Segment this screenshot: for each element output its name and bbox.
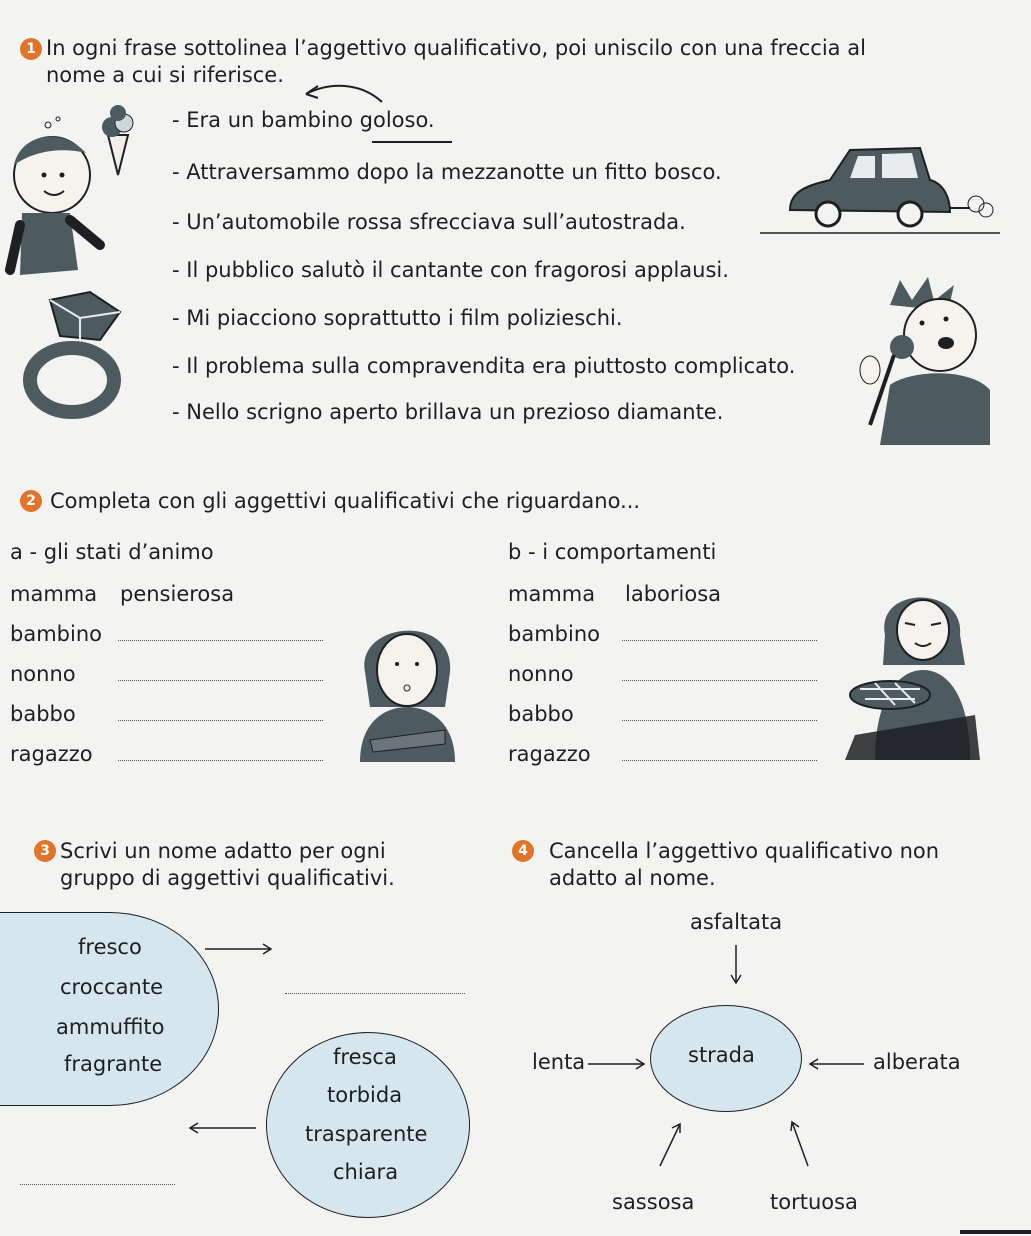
sentence-7: - Nello scrigno aperto brillava un prezioso diamante. (172, 400, 724, 424)
column-a-noun: bambino (10, 622, 102, 646)
column-b-example-adjective: laboriosa (625, 582, 722, 606)
arrow-left-icon (186, 1122, 258, 1134)
adjective: croccante (60, 975, 163, 999)
exercise-4-instruction: Cancella l’aggettivo qualificativo non adatto al nome. (549, 839, 940, 890)
underline-goloso (372, 141, 452, 143)
arrow-up-left-icon (786, 1118, 816, 1168)
column-b-noun: babbo (508, 702, 574, 726)
column-a-example-adjective: pensierosa (120, 582, 235, 606)
column-a-title: a - gli stati d’animo (10, 540, 214, 564)
sentence-2: - Attraversammo dopo la mezzanotte un fitto bosco. (172, 160, 722, 184)
adjective: fresca (333, 1045, 397, 1069)
column-a-answer-line[interactable] (118, 760, 323, 761)
adjective: trasparente (305, 1122, 428, 1146)
arrow-up-right-icon (656, 1120, 686, 1170)
column-a-noun: nonno (10, 662, 76, 686)
sentence-3: - Un’automobile rossa sfrecciava sull’autostrada. (172, 210, 686, 234)
group-2-answer-line[interactable] (20, 1184, 175, 1185)
sentence-5: - Mi piacciono soprattutto i film polizieschi. (172, 306, 623, 330)
column-b-answer-line[interactable] (622, 680, 817, 681)
noun-strada: strada (688, 1043, 755, 1067)
group-1-answer-line[interactable] (285, 993, 465, 994)
column-a-answer-line[interactable] (118, 720, 323, 721)
column-b-answer-line[interactable] (622, 720, 817, 721)
exercise-2-instruction: Completa con gli aggettivi qualificativi che riguardano... (50, 489, 641, 513)
boy-with-ice-cream-illustration (0, 95, 160, 295)
sentence-4: - Il pubblico salutò il cantante con fragorosi applausi. (172, 258, 729, 282)
curved-arrow-icon (290, 80, 390, 110)
adjective-tortuosa[interactable]: tortuosa (770, 1190, 858, 1214)
sentence-6: - Il problema sulla compravendita era piuttosto complicato. (172, 354, 796, 378)
column-b-noun: bambino (508, 622, 600, 646)
woman-with-pie-illustration (845, 585, 985, 760)
arrow-left-icon (806, 1058, 866, 1070)
column-b-noun: nonno (508, 662, 574, 686)
column-a-noun: babbo (10, 702, 76, 726)
arrow-right-icon (205, 943, 275, 955)
column-a-answer-line[interactable] (118, 680, 323, 681)
adjective-asfaltata[interactable]: asfaltata (690, 910, 783, 934)
column-b-title: b - i comportamenti (508, 540, 717, 564)
column-a-answer-line[interactable] (118, 640, 323, 641)
singer-illustration (850, 275, 1000, 445)
exercise-3-number: 3 (34, 840, 56, 862)
column-a-example-noun: mamma (10, 582, 98, 606)
adjective: fragrante (64, 1052, 163, 1076)
exercise-2-number: 2 (20, 490, 42, 512)
adjective: fresco (78, 935, 142, 959)
car-illustration (780, 140, 1000, 240)
pensive-woman-illustration (345, 612, 475, 762)
exercise-1-number: 1 (20, 38, 42, 60)
column-b-noun: ragazzo (508, 742, 591, 766)
column-a-noun: ragazzo (10, 742, 93, 766)
column-b-example-noun: mamma (508, 582, 596, 606)
column-b-answer-line[interactable] (622, 640, 817, 641)
arrow-right-icon (588, 1058, 648, 1070)
diamond-ring-illustration (20, 290, 150, 420)
adjective: chiara (333, 1160, 399, 1184)
exercise-1-instruction: In ogni frase sottolinea l’aggettivo qualificativo, poi uniscilo con una freccia al nome a cui si riferisce. (46, 36, 866, 87)
exercise-3-instruction: Scrivi un nome adatto per ogni gruppo di aggettivi qualificativi. (60, 839, 395, 890)
page-bottom-rule (960, 1230, 1031, 1234)
adjective-sassosa[interactable]: sassosa (612, 1190, 695, 1214)
sentence-1: - Era un bambino goloso. (172, 108, 435, 132)
arrow-down-icon (730, 945, 742, 985)
adjective-lenta[interactable]: lenta (532, 1050, 586, 1074)
adjective: ammuffito (56, 1015, 165, 1039)
exercise-4-number: 4 (512, 840, 534, 862)
adjective: torbida (327, 1083, 403, 1107)
column-b-answer-line[interactable] (622, 760, 817, 761)
adjective-alberata[interactable]: alberata (873, 1050, 961, 1074)
